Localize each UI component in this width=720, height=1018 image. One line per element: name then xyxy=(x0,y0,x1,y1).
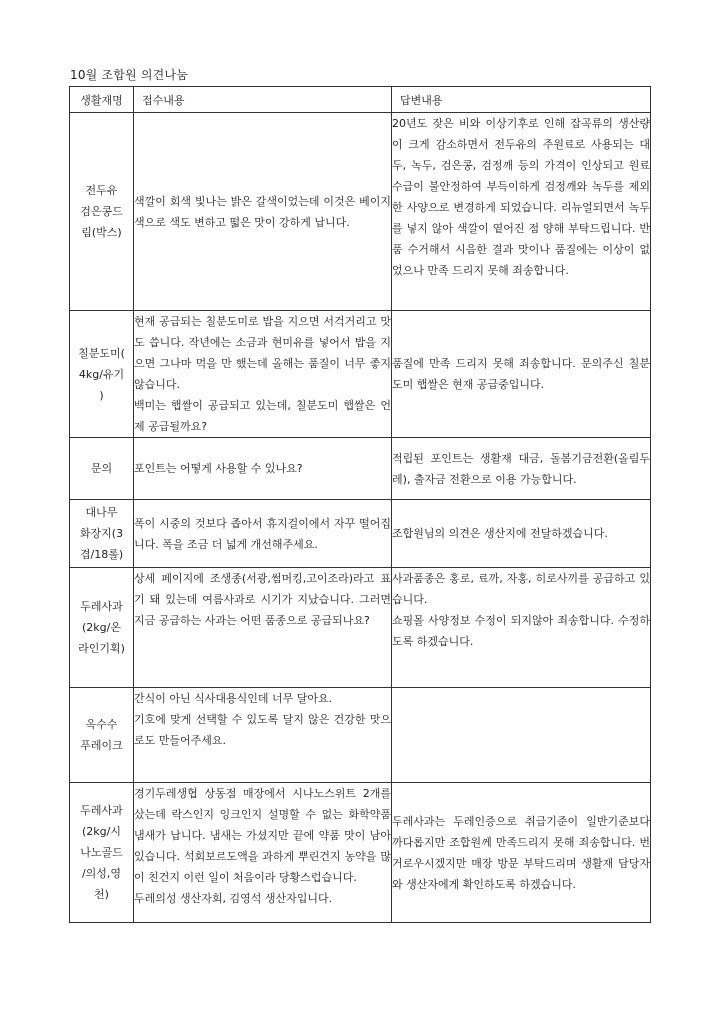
item-name: 칠분도미( 4kg/유기 ) xyxy=(70,311,134,438)
item-name: 전두유 검은콩드 림(박스) xyxy=(70,113,134,311)
item-name: 옥수수 푸레이크 xyxy=(70,688,134,783)
item-name: 문의 xyxy=(70,438,134,500)
received-content: 포인트는 어떻게 사용할 수 있나요? xyxy=(134,438,392,500)
received-content: 경기두레생협 상동점 매장에서 시나노스위트 2개를 샀는데 락스인지 잉크인지 설명할 수 없는 화학약품 냄새가 납니다. 냄새는 가셨지만 끝에 약품 맛이 남아있습니다. 석회보르도액을 과하게 뿌린건지 농약을 많이 친건지 이런 일이 처음이라 당황스럽습니다. 두레의성 생산자회, 김영석 생산자입니다. xyxy=(134,783,392,923)
answer-content: 품질에 만족 드리지 못해 죄송합니다. 문의주신 칠분도미 햅쌀은 현재 공급중입니다. xyxy=(392,311,651,438)
header-row xyxy=(70,87,651,113)
table-row xyxy=(70,688,651,783)
item-name: 두레사과 (2kg/시 나노골드 /의성,영 천) xyxy=(70,783,134,923)
received-content: 현재 공급되는 칠분도미로 밥을 지으면 서걱거리고 맛도 씁니다. 작년에는 소금과 현미유를 넣어서 밥을 지으면 그나마 먹을 만 했는데 올해는 품질이 너무 좋지 않습니다. 백미는 햅쌀이 공급되고 있는데, 칠분도미 햅쌀은 언제 공급될까요? xyxy=(134,311,392,438)
item-name: 대나무 화장지(3 겹/18롤) xyxy=(70,500,134,568)
answer-content: 적립된 포인트는 생활재 대금, 돌봄기금전환(올림두레), 출자금 전환으로 이용 가능합니다. xyxy=(392,438,651,500)
answer-content: 두레사과는 두레인증으로 취급기준이 일반기준보다 까다롭지만 조합원께 만족드리지 못해 죄송합니다. 번거로우시겠지만 매장 방문 부탁드리며 생활재 담당자와 생산자에게 확인하도록 하겠습니다. xyxy=(392,783,651,923)
answer-content xyxy=(392,688,651,783)
answer-content: 조합원님의 의견은 생산지에 전달하겠습니다. xyxy=(392,500,651,568)
header-answer: 답변내용 xyxy=(392,87,651,113)
table-row xyxy=(70,438,651,500)
table-row xyxy=(70,783,651,923)
table-row xyxy=(70,113,651,311)
document-title: 10월 조합원 의견나눔 xyxy=(70,68,189,82)
table-row xyxy=(70,568,651,688)
received-content: 간식이 아닌 식사대용식인데 너무 달아요. 기호에 맞게 선택할 수 있도록 달지 않은 건강한 맛으로도 만들어주세요. xyxy=(134,688,392,783)
feedback-table xyxy=(69,86,651,923)
answer-content: 20년도 잦은 비와 이상기후로 인해 잡곡류의 생산량이 크게 감소하면서 전두유의 주원료로 사용되는 대두, 녹두, 검은콩, 검정깨 등의 가격이 인상되고 원료 수급이 불안정하여 부득이하게 검정깨와 녹두를 제외한 사양으로 변경하게 되었습니다. 리뉴얼되면서 녹두를 넣지 않아 색깔이 옅어진 점 양해 부탁드립니다. 반품 수거해서 시음한 결과 맛이나 품질에는 이상이 없었으나 만족 드리지 못해 죄송합니다. xyxy=(392,113,651,311)
table-row xyxy=(70,500,651,568)
table-row xyxy=(70,311,651,438)
answer-content: 사과품종은 홍로, 료까, 자홍, 히로사끼를 공급하고 있습니다. 쇼핑몰 사양정보 수정이 되지않아 죄송합니다. 수정하도록 하겠습니다. xyxy=(392,568,651,688)
received-content: 상세 페이지에 조생종(서광,썸머킹,고이조라)라고 표기 돼 있는데 여름사과로 시기가 지났습니다. 그러면 지금 공급하는 사과는 어떤 품종으로 공급되나요? xyxy=(134,568,392,688)
item-name: 두레사과 (2kg/온 라인기획) xyxy=(70,568,134,688)
received-content: 색깔이 회색 빛나는 밝은 갈색이었는데 이것은 베이지색으로 색도 변하고 떫은 맛이 강하게 납니다. xyxy=(134,113,392,311)
header-received: 접수내용 xyxy=(134,87,392,113)
received-content: 폭이 시중의 것보다 좁아서 휴지걸이에서 자꾸 떨어집니다. 폭을 조금 더 넓게 개선해주세요. xyxy=(134,500,392,568)
header-item: 생활재명 xyxy=(70,87,134,113)
